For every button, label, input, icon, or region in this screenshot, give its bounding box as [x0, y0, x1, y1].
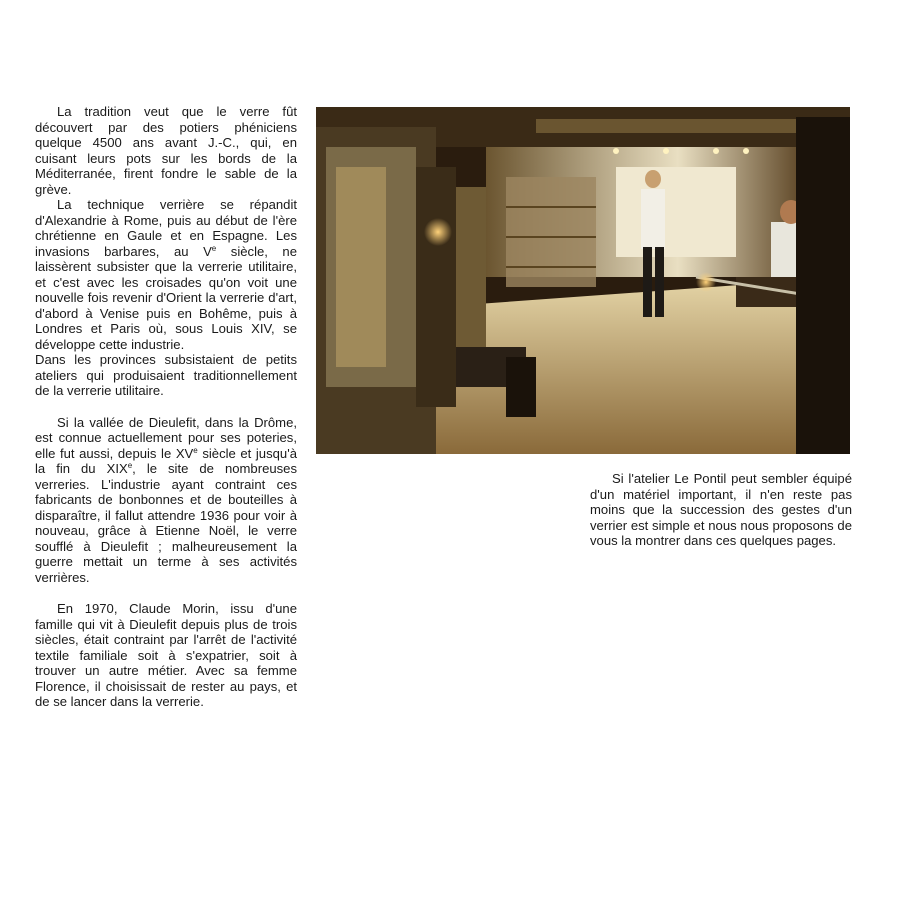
paragraph-provinces: Dans les provinces subsistaient de petits ateliers qui produisaient traditionnellement de la verrerie utilitaire. — [35, 352, 297, 398]
caption-text: Si l'atelier Le Pontil peut sembler équipé d'un matériel important, il n'en reste pas moins que la succession des gestes d'un verrier est simple et nous nous proposons de vous la montrer dans ces quelques pages. — [590, 471, 852, 548]
paragraph-dieulefit: Si la vallée de Dieulefit, dans la Drôme, est connue actuellement pour ses poteries, elle fut aussi, depuis le XVe siècle et jusqu'à la fin du XIXe, le site de nombreuses verreries. L'industrie ayant contraint ces fabricants de bonbonnes et de bouteilles à disparaître, il fallut attendre 1936 pour voir à nouveau, grâce à Etienne Noël, le verre soufflé à Dieulefit ; malheureusement la guerre mettait un terme à ses activités verrières. — [35, 414, 298, 585]
workshop-photo-illustration — [316, 107, 850, 454]
photo-caption — [590, 471, 852, 549]
paragraph-history: La technique verrière se répandit d'Alexandrie à Rome, puis au début de l'ère chrétienne en Gaule et en Espagne. Les invasions barbares, au Ve siècle, ne laissèrent subsister que la verrerie utilitaire, et c'est avec les croisades qu'on voit une nouvelle fois revenir d'Orient la verrerie d'art, d'abord à Venise puis en Bohême, puis à Londres et Paris où, sous Louis XIV, se développe cette industrie. — [35, 197, 297, 352]
paragraph-origin: La tradition veut que le verre fût découvert par des potiers phéniciens quelque 4500 ans avant J.-C., qui, en cuisant leurs pots sur les bords de la Méditerranée, firent fondre le sable de la grève. — [35, 104, 297, 197]
left-text-column — [35, 104, 297, 710]
paragraph-morin: En 1970, Claude Morin, issu d'une famille qui vit à Dieulefit depuis plus de trois siècles, était contraint par l'arrêt de l'activité textile familiale soit à s'expatrier, soit à trouver un autre métier. Avec sa femme Florence, il choisissait de rester au pays, et de se lancer dans la verrerie. — [35, 601, 297, 709]
workshop-photo — [316, 107, 850, 454]
